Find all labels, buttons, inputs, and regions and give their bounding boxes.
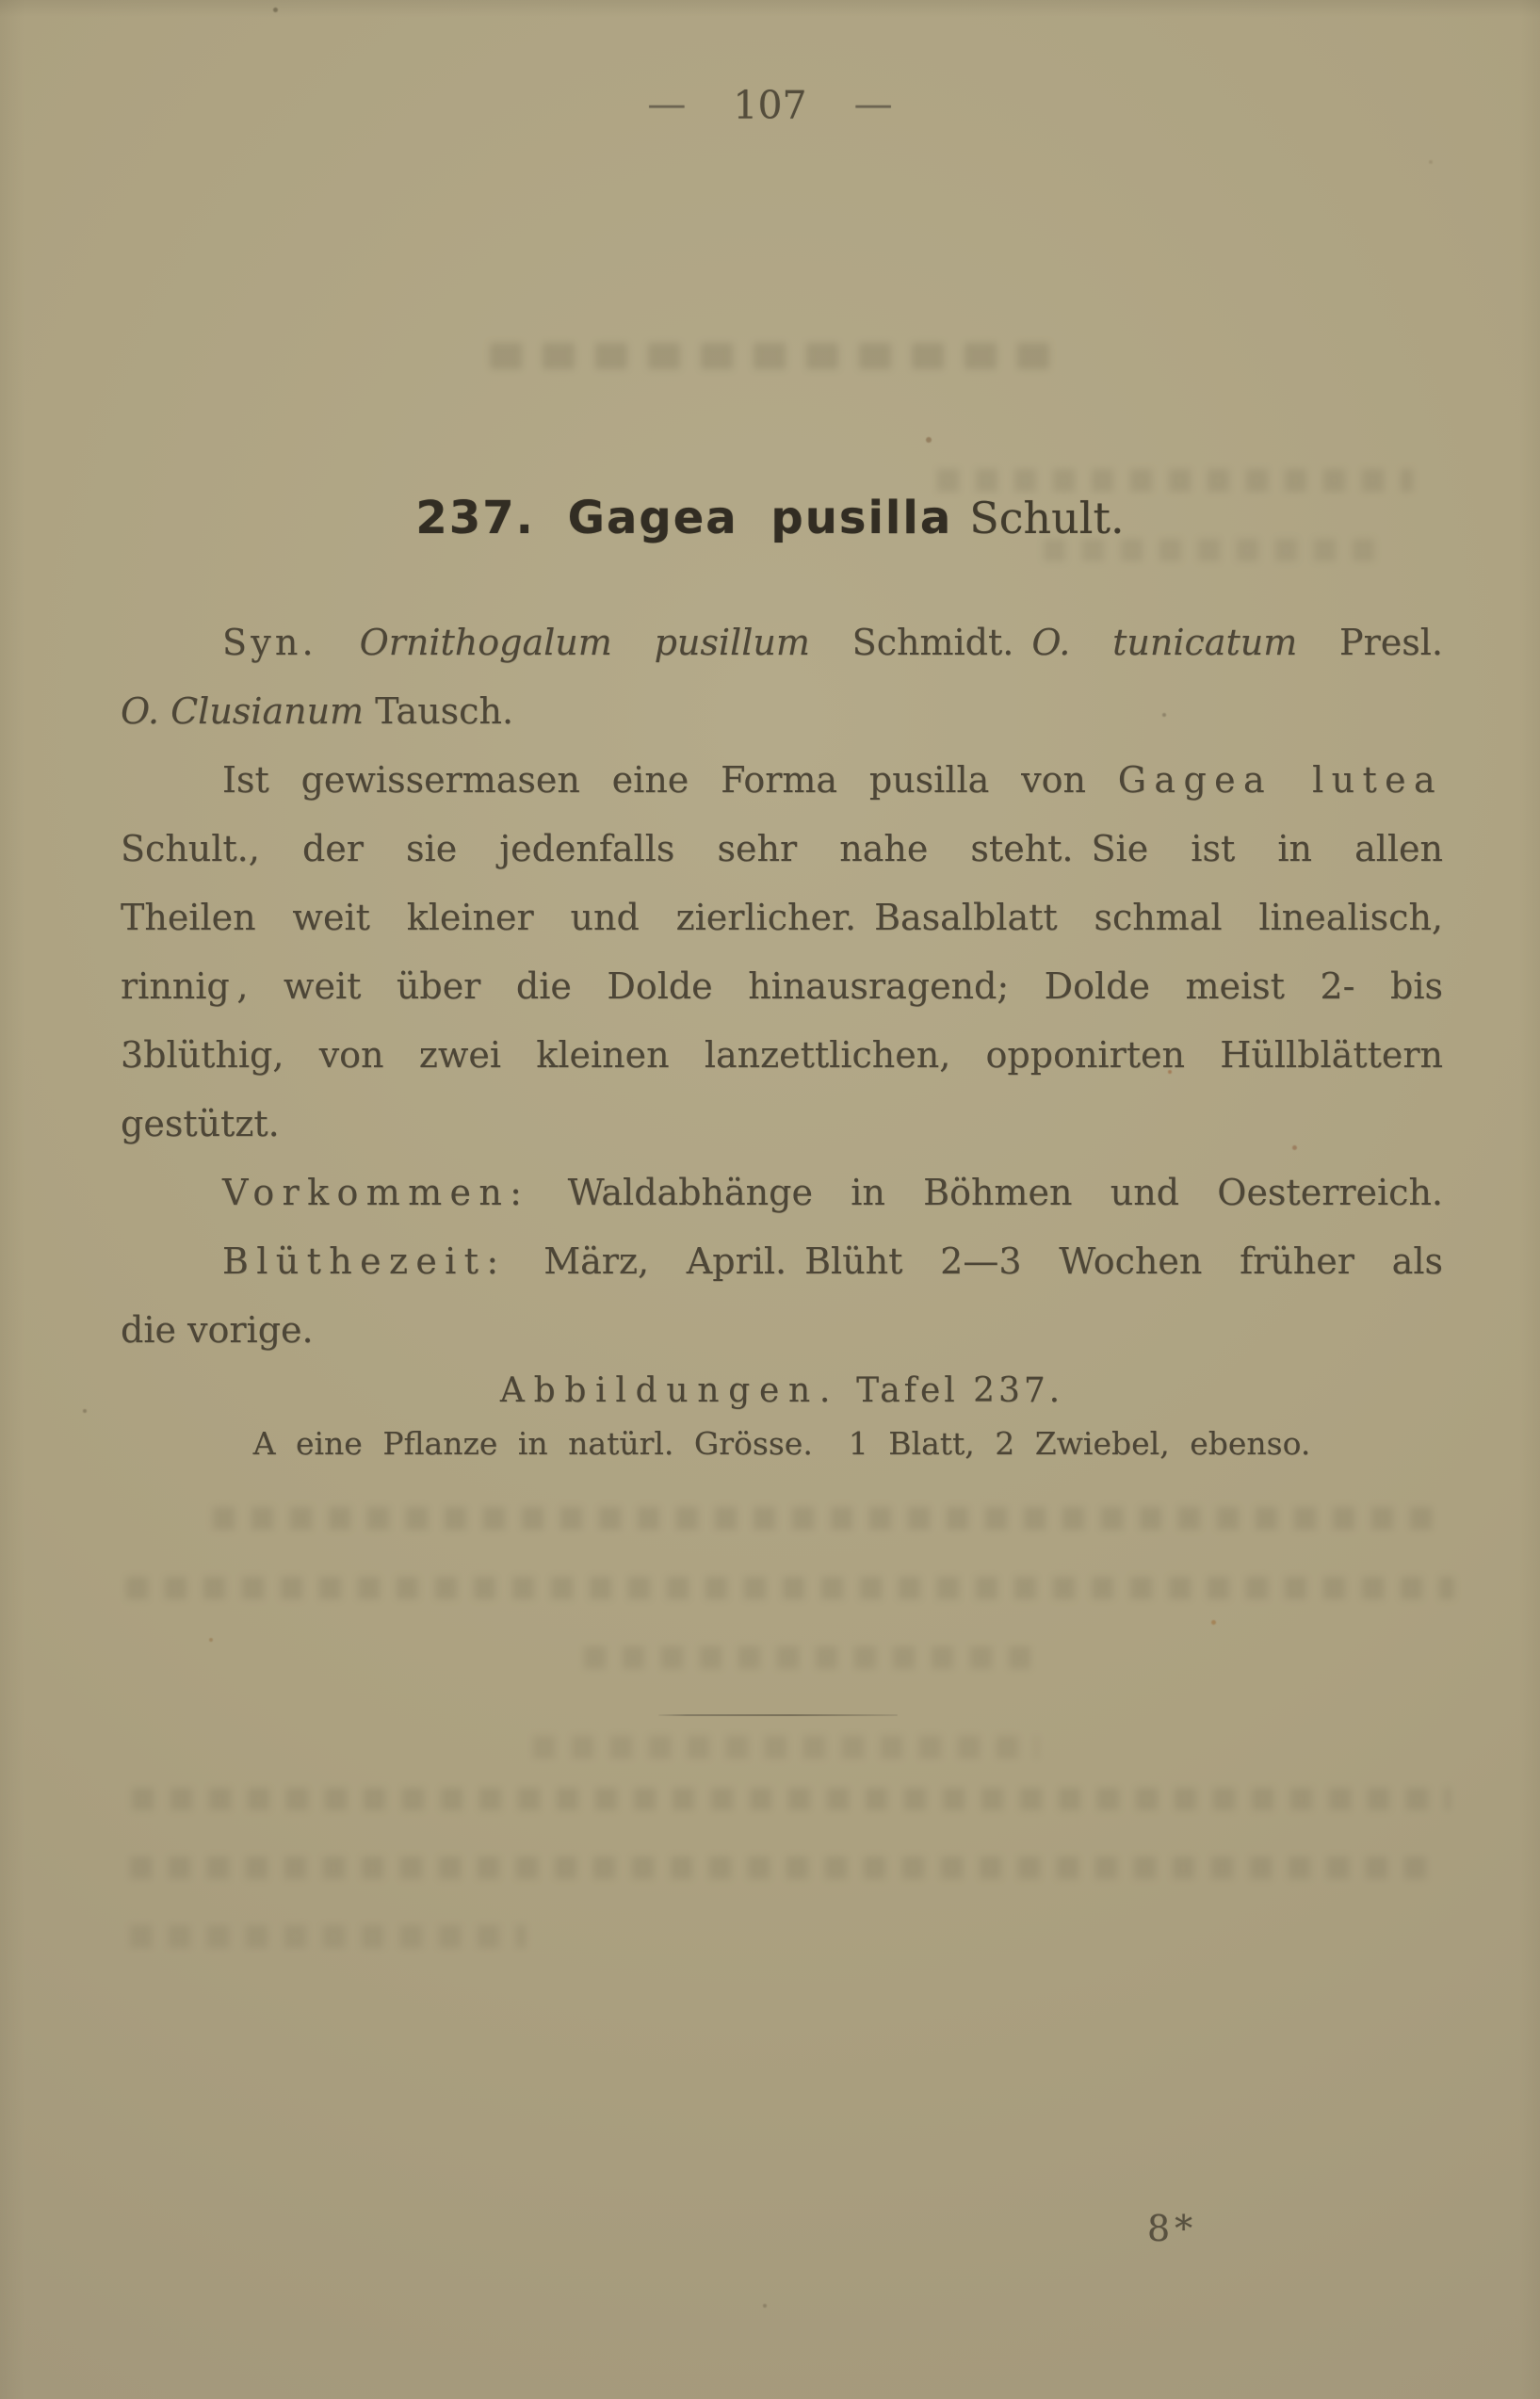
fig-head xyxy=(121,1365,1443,1418)
showthrough-ghost xyxy=(584,1646,1047,1669)
text-line xyxy=(121,1159,1443,1227)
text-line xyxy=(121,1296,1443,1365)
text-line xyxy=(121,1090,1443,1159)
text-segment: gestützt. xyxy=(121,1103,280,1144)
page-number: 107 xyxy=(733,83,807,128)
text-segment: Schult., der sie jedenfalls sehr nahe steht. Sie ist in allen xyxy=(121,828,1443,869)
page-header xyxy=(0,83,1540,128)
text-segment: Theilen weit kleiner und zierlicher. Basalblatt schmal linealisch, xyxy=(121,897,1443,938)
text-segment: Vorkommen: xyxy=(222,1172,530,1213)
text-segment: Blüthezeit: xyxy=(222,1240,507,1282)
text-segment: A eine Pflanze in natürl. Grösse. 1 Blatt, 2 Zwiebel, ebenso. xyxy=(252,1425,1311,1462)
text-segment: Presl. xyxy=(1297,622,1443,663)
showthrough-ghost xyxy=(130,1856,1441,1879)
fig-caption xyxy=(121,1418,1443,1470)
showthrough-ghost xyxy=(213,1507,1447,1530)
text-line xyxy=(121,815,1443,883)
text-segment: O. tunicatum xyxy=(1031,622,1298,663)
text-segment: Ist gewissermasen eine Forma pusilla von xyxy=(222,759,1118,801)
text-segment: O. Clusianum xyxy=(121,690,365,732)
showthrough-ghost xyxy=(533,1736,1038,1759)
body-text xyxy=(121,608,1443,1470)
showthrough-ghost xyxy=(937,469,1413,492)
text-segment: Gagea lutea xyxy=(1117,759,1443,801)
header-dash-left: — xyxy=(647,81,687,126)
text-segment: Syn. xyxy=(222,622,317,663)
section-divider-rule xyxy=(658,1714,898,1716)
text-line xyxy=(121,883,1443,952)
species-heading-author: Schult. xyxy=(969,493,1125,543)
text-segment: März, April. Blüht 2—3 Wochen früher als xyxy=(506,1240,1443,1282)
showthrough-ghost xyxy=(130,1925,526,1948)
text-segment: Tafel 237. xyxy=(856,1371,1064,1410)
printers-signature: 8* xyxy=(1147,2208,1198,2249)
species-heading xyxy=(0,492,1540,544)
showthrough-ghost xyxy=(132,1788,1451,1810)
text-segment: 3blüthig, von zwei kleinen lanzettlichen, opponirten Hüllblättern xyxy=(121,1034,1443,1076)
text-segment xyxy=(839,1371,856,1410)
text-line xyxy=(121,1021,1443,1090)
text-segment: Tausch. xyxy=(364,690,514,732)
header-dash-right: — xyxy=(853,81,893,126)
text-line xyxy=(121,608,1443,677)
text-segment: Schmidt. xyxy=(809,622,1032,663)
text-line xyxy=(121,952,1443,1021)
text-line xyxy=(121,677,1443,746)
text-segment xyxy=(317,622,360,663)
text-segment: rinnig , weit über die Dolde hinausragend; Dolde meist 2- bis xyxy=(121,965,1443,1007)
showthrough-ghost xyxy=(126,1577,1454,1599)
text-line xyxy=(121,746,1443,815)
text-segment: Ornithogalum pusillum xyxy=(359,622,810,663)
species-heading-number-name: 237. Gagea pusilla xyxy=(415,492,953,544)
text-line xyxy=(121,1227,1443,1296)
showthrough-ghost xyxy=(490,343,1055,369)
text-segment: Waldabhänge in Böhmen und Oesterreich. xyxy=(529,1172,1443,1213)
text-segment: Abbildungen. xyxy=(499,1371,840,1410)
text-segment: die vorige. xyxy=(121,1309,314,1351)
